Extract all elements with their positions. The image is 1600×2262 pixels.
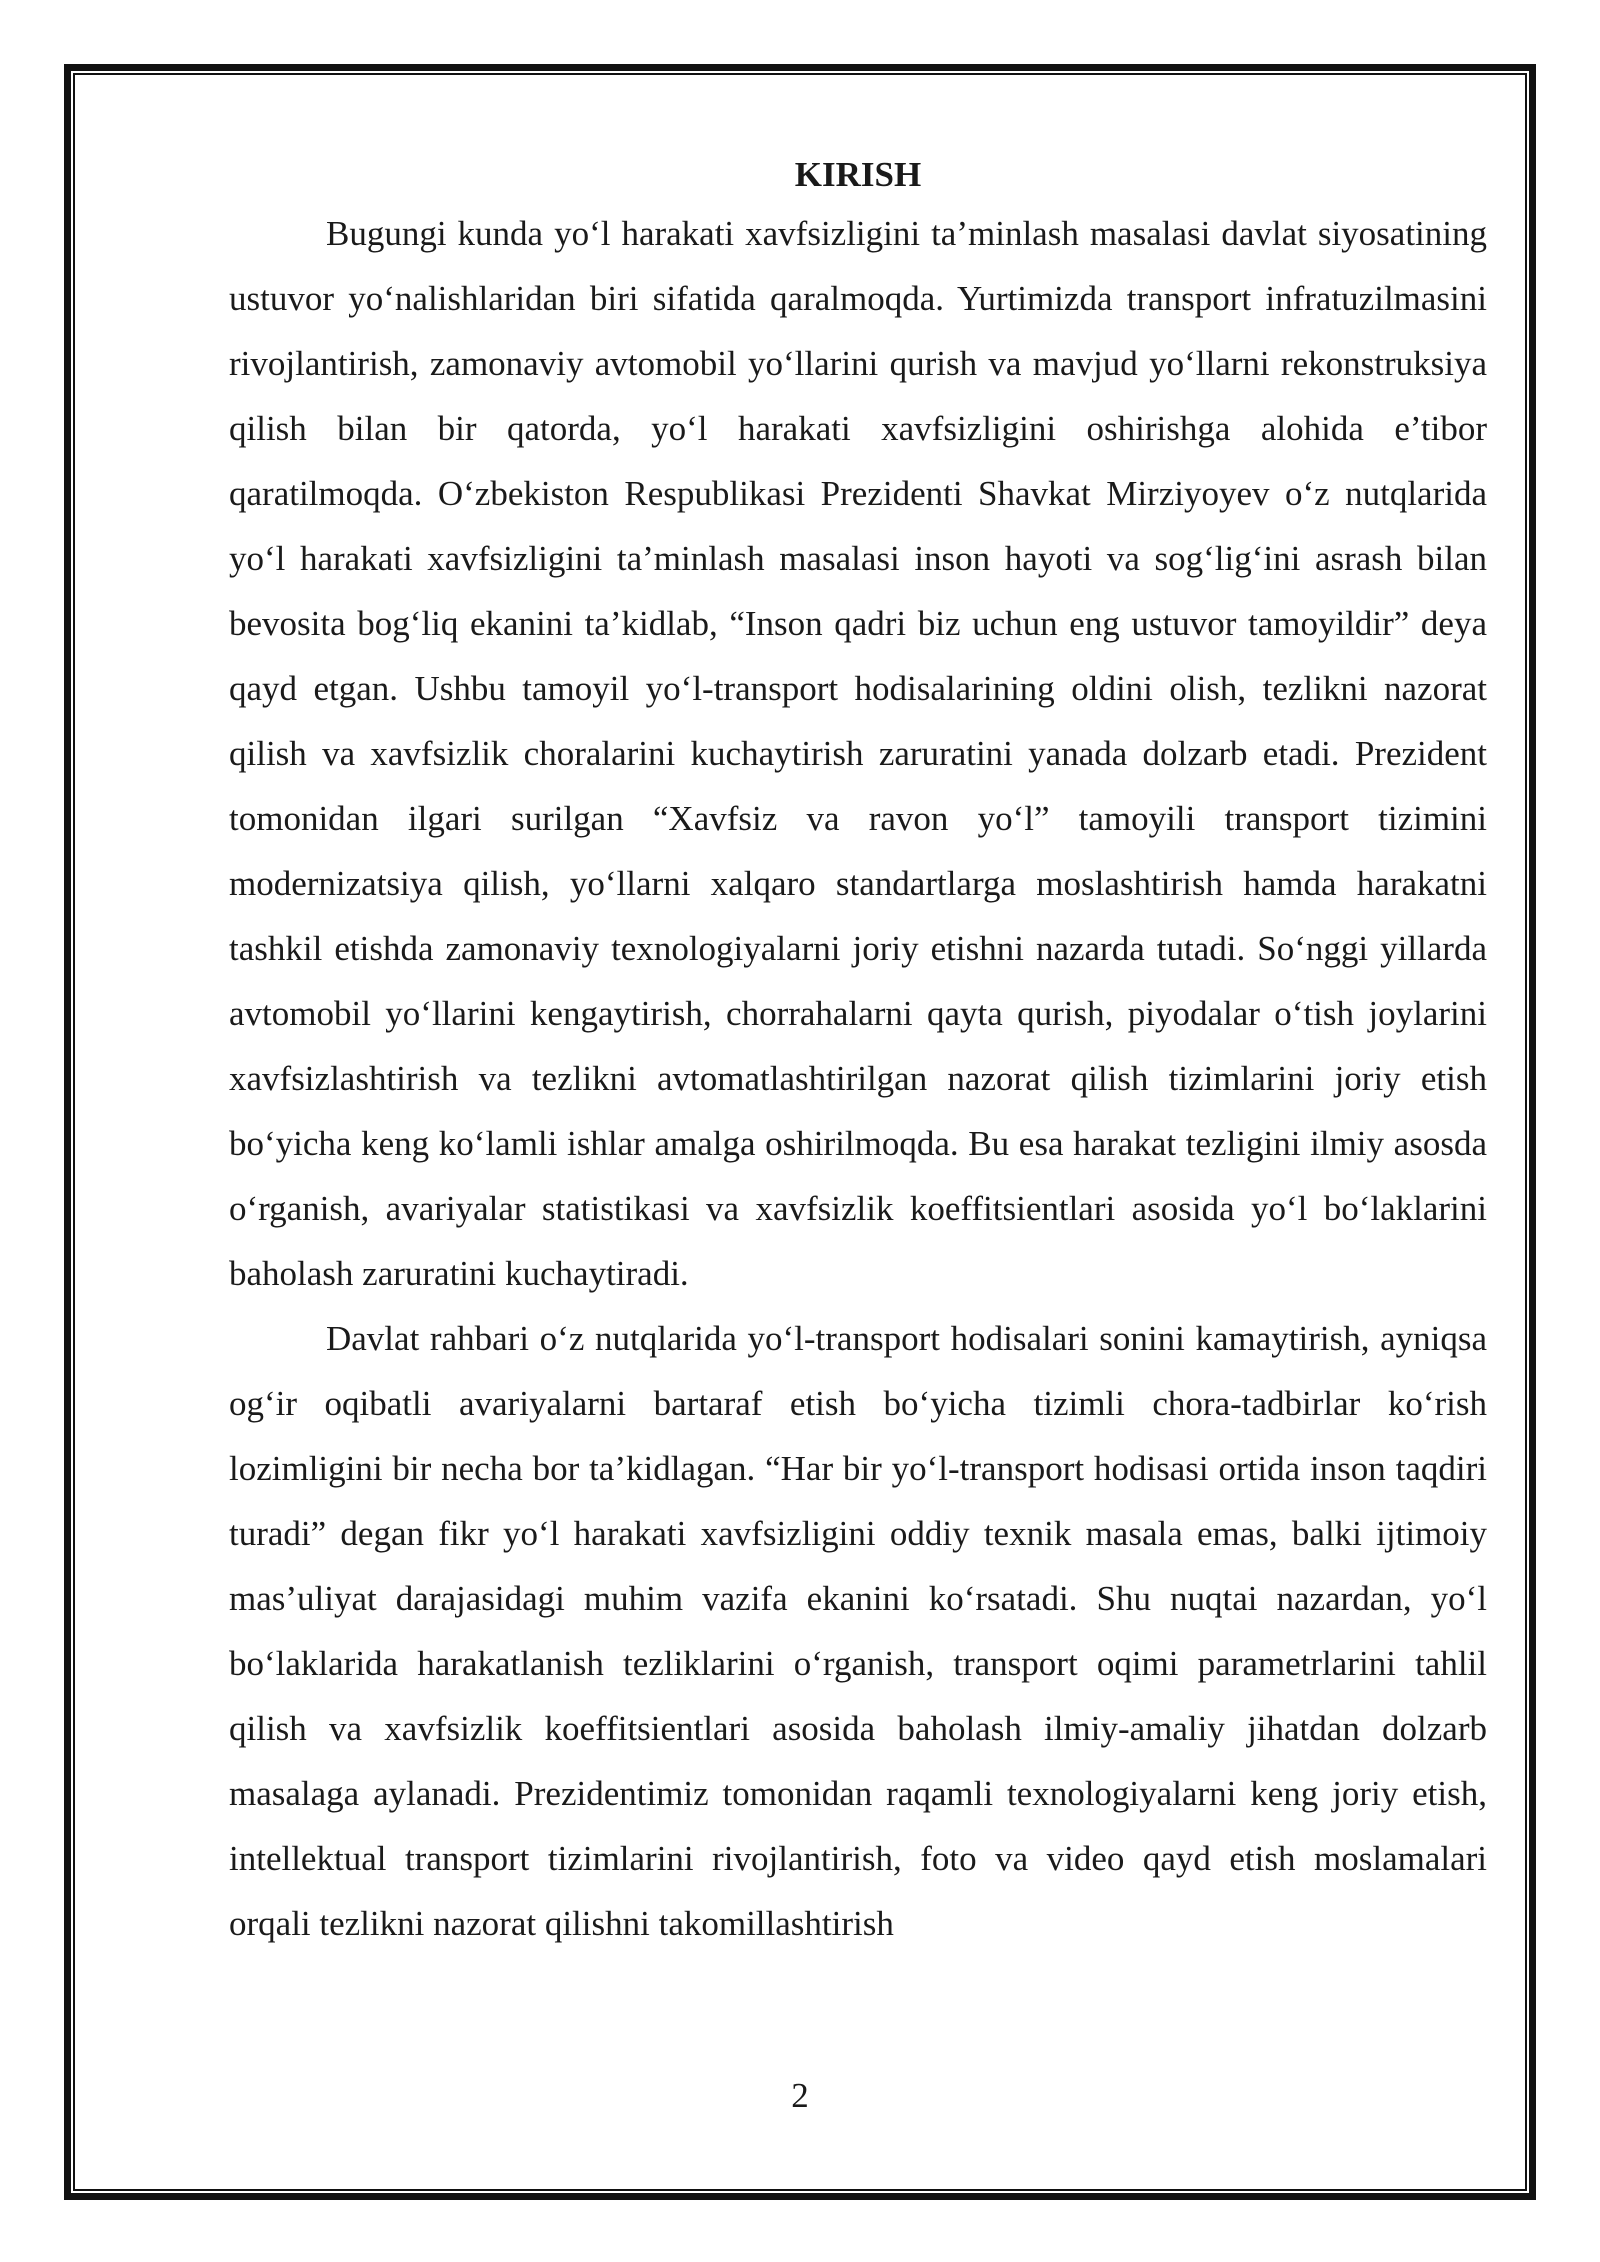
document-body — [229, 152, 1487, 1956]
paragraph-1: Bugungi kunda yo‘l harakati xavfsizligini ta’minlash masalasi davlat siyosatining ustuvor yo‘nalishlaridan biri sifatida qaralmoqda. Yurtimizda transport infratuzilmasini rivojlantirish, zamonaviy avtomobil yo‘llarini qurish va mavjud yo‘llarni rekonstruksiya qilish bilan bir qatorda, yo‘l harakati xavfsizligini oshirishga alohida e’tibor qaratilmoqda. O‘zbekiston Respublikasi Prezidenti Shavkat Mirziyoyev o‘z nutqlarida yo‘l harakati xavfsizligini ta’minlash masalasi inson hayoti va sog‘lig‘ini asrash bilan bevosita bog‘liq ekanini ta’kidlab, “Inson qadri biz uchun eng ustuvor tamoyildir” deya qayd etgan. Ushbu tamoyil yo‘l-transport hodisalarining oldini olish, tezlikni nazorat qilish va xavfsizlik choralarini kuchaytirish zaruratini yanada dolzarb etadi. Prezident tomonidan ilgari surilgan “Xavfsiz va ravon yo‘l” tamoyili transport tizimini modernizatsiya qilish, yo‘llarni xalqaro standartlarga moslashtirish hamda harakatni tashkil etishda zamonaviy texnologiyalarni joriy etishni nazarda tutadi. So‘nggi yillarda avtomobil yo‘llarini kengaytirish, chorrahalarni qayta qurish, piyodalar o‘tish joylarini xavfsizlashtirish va tezlikni avtomatlashtirilgan nazorat qilish tizimlarini joriy etish bo‘yicha keng ko‘lamli ishlar amalga oshirilmoqda. Bu esa harakat tezligini ilmiy asosda o‘rganish, avariyalar statistikasi va xavfsizlik koeffitsientlari asosida yo‘l bo‘laklarini baholash zaruratini kuchaytiradi. — [229, 214, 1487, 1293]
page-number: 2 — [791, 2076, 809, 2115]
section-heading: KIRISH — [794, 155, 922, 194]
paragraph-2: Davlat rahbari o‘z nutqlarida yo‘l-transport hodisalari sonini kamaytirish, ayniqsa og‘ir oqibatli avariyalarni bartaraf etish bo‘yicha tizimli chora-tadbirlar ko‘rish lozimligini bir necha bor ta’kidlagan. “Har bir yo‘l-transport hodisasi ortida inson taqdiri turadi” degan fikr yo‘l harakati xavfsizligini oddiy texnik masala emas, balki ijtimoiy mas’uliyat darajasidagi muhim vazifa ekanini ko‘rsatadi. Shu nuqtai nazardan, yo‘l bo‘laklarida harakatlanish tezliklarini o‘rganish, transport oqimi parametrlarini tahlil qilish va xavfsizlik koeffitsientlari asosida baholash ilmiy-amaliy jihatdan dolzarb masalaga aylanadi. Prezidentimiz tomonidan raqamli texnologiyalarni keng joriy etish, intellektual transport tizimlarini rivojlantirish, foto va video qayd etish moslamalari orqali tezlikni nazorat qilishni takomillashtirish — [229, 1319, 1487, 1943]
